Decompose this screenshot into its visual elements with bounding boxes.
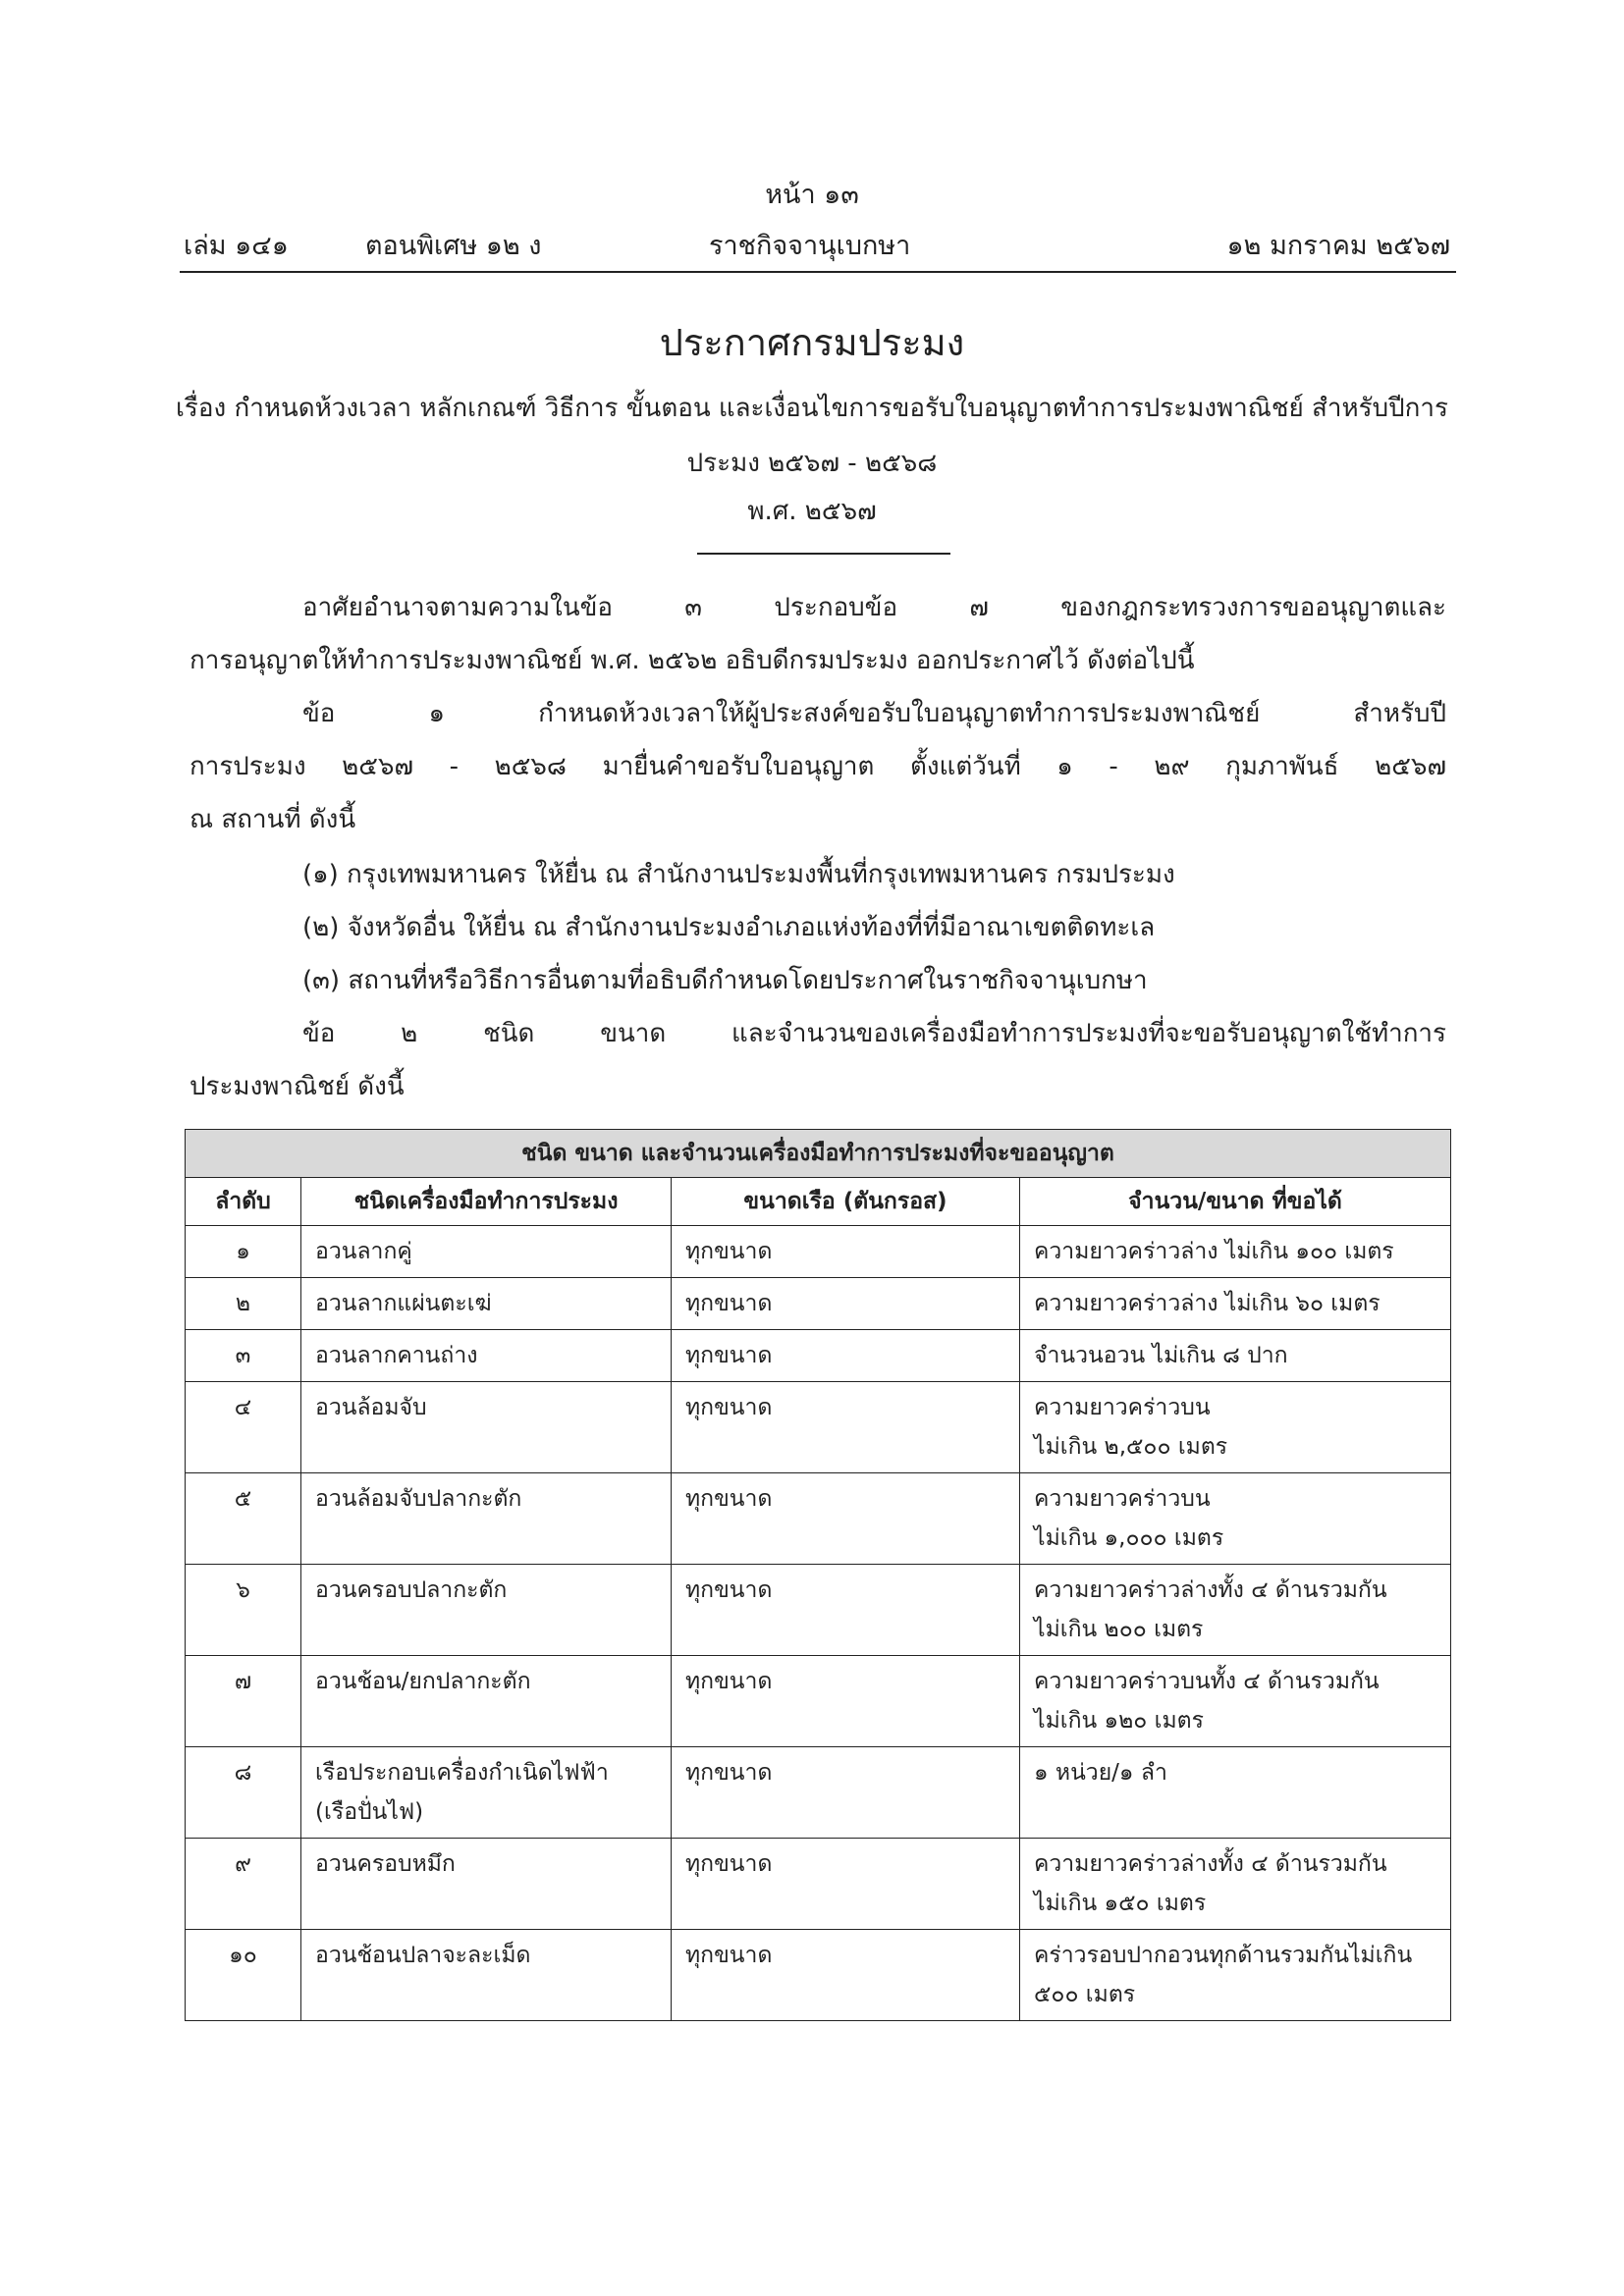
header-divider [180,271,1456,273]
page-number: หน้า ๑๓ [765,180,859,210]
table-row [186,1656,1451,1747]
table-row [186,1473,1451,1565]
row-vessel-size [672,1656,1020,1747]
row-vessel-size [672,1747,1020,1839]
row-gear-type-text: (เรือปั่นไฟ) [315,1799,424,1825]
header-gear-type: ชนิดเครื่องมือทำการประมง [301,1178,672,1226]
row-gear-type-text: เรือประกอบเครื่องกำเนิดไฟฟ้า [315,1760,609,1786]
row-allowed-amount [1020,1382,1451,1473]
row-allowed-amount [1020,1226,1451,1278]
row-gear-type-text: อวนล้อมจับปลากะตัก [315,1486,522,1512]
row-order [186,1226,301,1278]
row-allowed-amount [1020,1839,1451,1930]
row-allowed-amount-text: คร่าวรอบปากอวนทุกด้านรวมกันไม่เกิน [1034,1943,1413,1968]
row-allowed-amount-text: ไม่เกิน ๑๕๐ เมตร [1034,1891,1207,1916]
row-allowed-amount-text: ความยาวคร่าวล่างทั้ง ๔ ด้านรวมกัน [1034,1577,1387,1603]
row-gear-type-text: อวนลากแผ่นตะเฆ่ [315,1291,492,1316]
row-order [186,1839,301,1930]
table-row [186,1565,1451,1656]
row-allowed-amount-text: ความยาวคร่าวบน [1034,1395,1211,1420]
row-allowed-amount [1020,1747,1451,1839]
row-allowed-amount-text: ไม่เกิน ๒,๕๐๐ เมตร [1034,1434,1228,1460]
place-2: (๒) จังหวัดอื่น ให้ยื่น ณ สำนักงานประมงอำเภอแห่งท้องที่ที่มีอาณาเขตติดทะเล [302,913,1156,942]
row-allowed-amount [1020,1930,1451,2021]
preamble-line-2: การอนุญาตให้ทำการประมงพาณิชย์ พ.ศ. ๒๕๖๒ อธิบดีกรมประมง ออกประกาศไว้ ดังต่อไปนี้ [189,646,1195,675]
row-gear-type [301,1226,672,1278]
row-order-text: ๓ [235,1343,251,1368]
row-vessel-size-text: ทุกขนาด [685,1669,773,1694]
row-allowed-amount-text: จำนวนอวน ไม่เกิน ๘ ปาก [1034,1343,1288,1368]
row-vessel-size-text: ทุกขนาด [685,1239,773,1264]
row-allowed-amount-text: ไม่เกิน ๑,๐๐๐ เมตร [1034,1525,1224,1551]
row-order [186,1473,301,1565]
row-allowed-amount-text: ความยาวคร่าวบน [1034,1486,1211,1512]
row-gear-type-text: อวนล้อมจับ [315,1395,427,1420]
row-allowed-amount [1020,1473,1451,1565]
row-vessel-size [672,1226,1020,1278]
title-divider [697,553,950,555]
announcement-title: ประกาศกรมประมง [659,321,965,364]
row-vessel-size-text: ทุกขนาด [685,1343,773,1368]
row-vessel-size-text: ทุกขนาด [685,1760,773,1786]
row-allowed-amount [1020,1565,1451,1656]
table-row [186,1226,1451,1278]
row-order-text: ๘ [234,1760,252,1786]
row-allowed-amount [1020,1278,1451,1330]
row-gear-type-text: อวนครอบปลากะตัก [315,1577,508,1603]
row-gear-type [301,1656,672,1747]
publication-name: ราชกิจจานุเบกษา [709,231,911,261]
row-vessel-size-text: ทุกขนาด [685,1291,773,1316]
row-order-text: ๑ [236,1239,250,1264]
row-allowed-amount-text: ความยาวคร่าวล่างทั้ง ๔ ด้านรวมกัน [1034,1851,1387,1877]
row-order [186,1565,301,1656]
announcement-year: พ.ศ. ๒๕๖๗ [747,497,877,526]
row-order [186,1930,301,2021]
volume-label: เล่ม ๑๔๑ [184,231,289,261]
row-gear-type [301,1473,672,1565]
row-vessel-size [672,1382,1020,1473]
row-allowed-amount-text: ความยาวคร่าวล่าง ไม่เกิน ๖๐ เมตร [1034,1291,1380,1316]
row-order-text: ๕ [234,1486,252,1512]
row-vessel-size-text: ทุกขนาด [685,1851,773,1877]
table-row [186,1839,1451,1930]
row-gear-type-text: อวนช้อนปลาจะละเม็ด [315,1943,531,1968]
row-gear-type [301,1747,672,1839]
row-order [186,1330,301,1382]
row-gear-type [301,1382,672,1473]
row-vessel-size-text: ทุกขนาด [685,1577,773,1603]
row-vessel-size [672,1839,1020,1930]
row-gear-type [301,1930,672,2021]
row-order [186,1656,301,1747]
clause-1-line-1: ข้อ ๑ กำหนดห้วงเวลาให้ผู้ประสงค์ขอรับใบอนุญาตทำการประมงพาณิชย์ สำหรับปี [302,699,1446,728]
row-order-text: ๙ [235,1851,251,1877]
row-order-text: ๑๐ [229,1943,257,1968]
row-gear-type-text: อวนครอบหมึก [315,1851,456,1877]
row-vessel-size [672,1278,1020,1330]
row-allowed-amount-text: ๑ หน่วย/๑ ลำ [1034,1760,1167,1786]
row-order-text: ๖ [236,1577,250,1603]
row-allowed-amount [1020,1330,1451,1382]
row-order-text: ๔ [234,1395,252,1420]
announcement-subject: เรื่อง กำหนดห้วงเวลา หลักเกณฑ์ วิธีการ ขั้นตอน และเงื่อนไขการขอรับใบอนุญาตทำการประมงพาณิชย์ สำหรับปีการประมง ๒๕๖๗ - ๒๕๖๘ [176,394,1448,478]
issue-label: ตอนพิเศษ ๑๒ ง [365,231,542,261]
place-3: (๓) สถานที่หรือวิธีการอื่นตามที่อธิบดีกำหนดโดยประกาศในราชกิจจานุเบกษา [302,966,1148,995]
row-vessel-size-text: ทุกขนาด [685,1943,773,1968]
row-allowed-amount [1020,1656,1451,1747]
table-row [186,1930,1451,2021]
table-caption: ชนิด ขนาด และจำนวนเครื่องมือทำการประมงที่จะขออนุญาต [186,1130,1451,1178]
row-gear-type-text: อวนลากคู่ [315,1239,412,1264]
row-vessel-size-text: ทุกขนาด [685,1486,773,1512]
row-allowed-amount-text: ไม่เกิน ๑๒๐ เมตร [1034,1708,1204,1734]
row-gear-type-text: อวนลากคานถ่าง [315,1343,478,1368]
clause-1-line-2: การประมง ๒๕๖๗ - ๒๕๖๘ มายื่นคำขอรับใบอนุญาต ตั้งแต่วันที่ ๑ - ๒๙ กุมภาพันธ์ ๒๕๖๗ [189,752,1446,781]
header-vessel-size: ขนาดเรือ (ตันกรอส) [672,1178,1020,1226]
row-allowed-amount-text: ๕๐๐ เมตร [1034,1982,1136,2007]
header-allowed-amount: จำนวน/ขนาด ที่ขอได้ [1020,1178,1451,1226]
clause-2-line-2: ประมงพาณิชย์ ดังนี้ [189,1072,405,1101]
row-vessel-size [672,1930,1020,2021]
row-allowed-amount-text: ไม่เกิน ๒๐๐ เมตร [1034,1617,1204,1642]
row-allowed-amount-text: ความยาวคร่าวล่าง ไม่เกิน ๑๐๐ เมตร [1034,1239,1394,1264]
row-order [186,1747,301,1839]
row-gear-type [301,1565,672,1656]
row-order [186,1382,301,1473]
row-order-text: ๗ [234,1669,252,1694]
place-1: (๑) กรุงเทพมหานคร ให้ยื่น ณ สำนักงานประมงพื้นที่กรุงเทพมหานคร กรมประมง [302,860,1175,889]
table-row [186,1330,1451,1382]
row-gear-type [301,1839,672,1930]
table-row [186,1382,1451,1473]
row-vessel-size [672,1473,1020,1565]
gazette-header [184,224,1450,263]
clause-2-line-1: ข้อ ๒ ชนิด ขนาด และจำนวนของเครื่องมือทำการประมงที่จะขอรับอนุญาตใช้ทำการ [302,1019,1446,1048]
preamble-line-1: อาศัยอำนาจตามความในข้อ ๓ ประกอบข้อ ๗ ของกฎกระทรวงการขออนุญาตและ [302,593,1446,622]
header-order: ลำดับ [186,1178,301,1226]
row-gear-type [301,1330,672,1382]
clause-1-line-3: ณ สถานที่ ดังนี้ [189,805,356,834]
row-vessel-size-text: ทุกขนาด [685,1395,773,1420]
row-order [186,1278,301,1330]
table-row [186,1747,1451,1839]
row-order-text: ๒ [235,1291,251,1316]
row-vessel-size [672,1565,1020,1656]
table-row [186,1278,1451,1330]
publication-date: ๑๒ มกราคม ๒๕๖๗ [1226,231,1450,261]
row-gear-type [301,1278,672,1330]
row-allowed-amount-text: ความยาวคร่าวบนทั้ง ๔ ด้านรวมกัน [1034,1669,1380,1694]
fishing-gear-table [185,1129,1451,2021]
table-body [186,1226,1451,2021]
row-vessel-size [672,1330,1020,1382]
row-gear-type-text: อวนช้อน/ยกปลากะตัก [315,1669,531,1694]
